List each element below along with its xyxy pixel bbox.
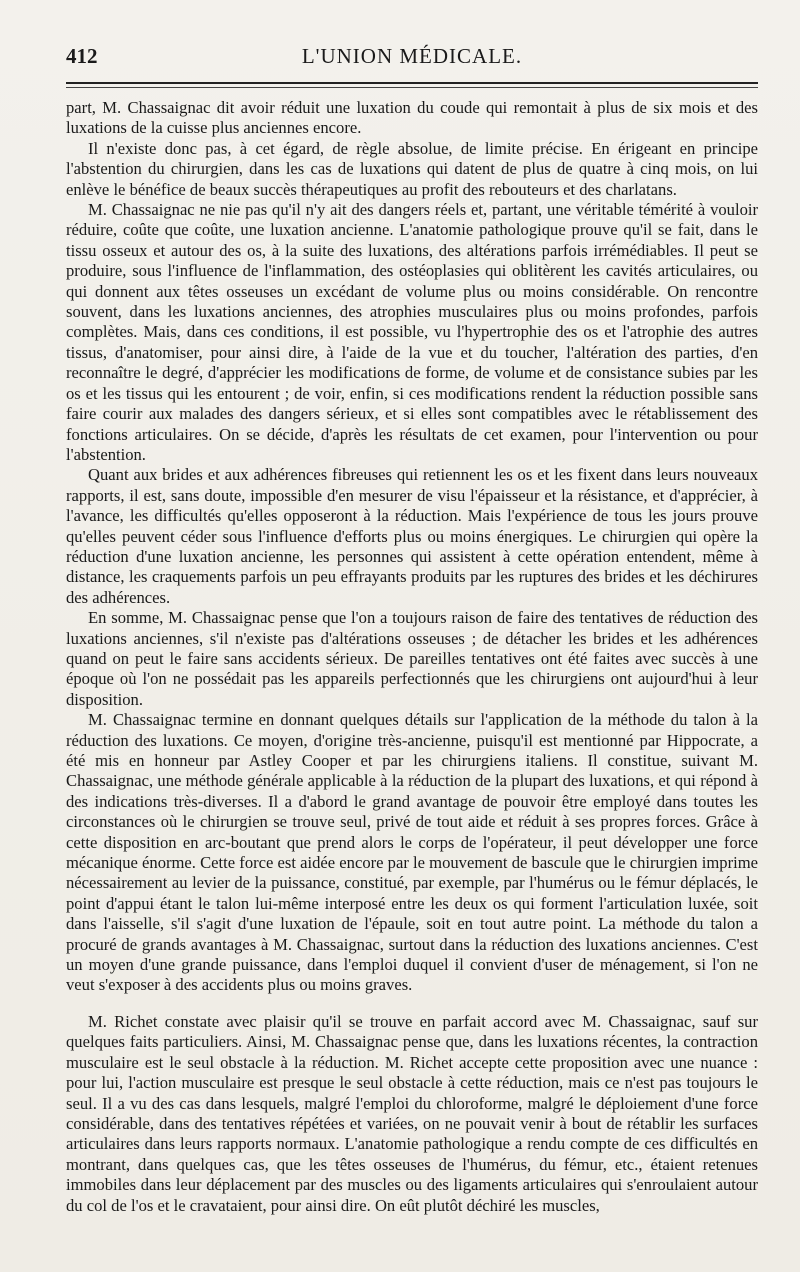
paragraph: M. Chassaignac ne nie pas qu'il n'y ait des dangers réels et, partant, une véritable témérité à vouloir réduire, coûte que coûte, une luxation ancienne. L'anatomie pathologique prouve qu'il se fait, dans le tissu osseux et autour des os, à la suite des luxations, des altérations parfois irrémédiables. Il peut se produire, sous l'influence de l'inflammation, des ostéoplasies qui oblitèrent les cavités articulaires, ou qui donnent aux têtes osseuses un excédant de volume plus ou moins considérable. On rencontre souvent, dans les luxations anciennes, des atrophies musculaires plus ou moins profondes, parfois complètes. Mais, dans ces conditions, il est possible, vu l'hypertrophie des os et l'atrophie des autres tissus, d'anatomiser, pour ainsi dire, à l'aide de la vue et du toucher, l'altération des parties, d'en reconnaître le degré, d'apprécier les modifications de forme, de volume et de consistance subies par les os et les tissus qui les entourent ; de voir, enfin, si ces modifications rendent la réduction possible sans faire courir aux malades des dangers sérieux, et si elles sont compatibles avec le rétablissement des fonctions articulaires. On se décide, d'après les résultats de cet examen, pour l'intervention ou pour l'abstention. — [66, 200, 758, 464]
paragraph: M. Richet constate avec plaisir qu'il se trouve en parfait accord avec M. Chassaignac, sauf sur quelques faits particuliers. Ainsi, M. Chassaignac pense que, dans les luxations récentes, la contraction musculaire est le seul obstacle à la réduction. M. Richet accepte cette proposition avec une nuance : pour lui, l'action musculaire est presque le seul obstacle à cette réduction, mais ce n'est pas toujours le seul. Il a vu des cas dans lesquels, malgré l'emploi du chloroforme, malgré le déploiement d'une force considérable, dans des tentatives répétées et variées, on ne pouvait venir à bout de rétablir les surfaces articulaires dans leurs rapports normaux. L'anatomie pathologique a rendu compte de ces difficultés en montrant, dans quelques cas, que les têtes osseuses de l'humérus, du fémur, etc., étaient retenues immobiles dans leur déplacement par des muscles ou des ligaments articulaires qui s'enroulaient autour du col de l'os et le cravataient, pour ainsi dire. On eût plutôt déchiré les muscles, — [66, 1011, 758, 1215]
paragraph: Quant aux brides et aux adhérences fibreuses qui retiennent les os et les fixent dans leurs nouveaux rapports, il est, sans doute, impossible d'en mesurer de visu l'épaisseur et la résistance, et d'apprécier, à l'avance, les difficultés qu'elles opposeront à la réduction. Mais l'expérience de tous les jours prouve qu'elles peuvent céder sous l'influence d'efforts plus ou moins énergiques. Le chirurgien qui opère la réduction d'une luxation ancienne, les personnes qui assistent à cette opération entendent, même à distance, les craquements parfois un peu effrayants produits par les ruptures des brides et les déchirures des adhérences. — [66, 465, 758, 607]
running-title: L'UNION MÉDICALE. — [301, 44, 523, 68]
paragraph: M. Chassaignac termine en donnant quelques détails sur l'application de la méthode du talon à la réduction des luxations. Ce moyen, d'origine très-ancienne, puisqu'il est mentionné par Hippocrate, a été mis en honneur par Astley Cooper et par les chirurgiens italiens. Il constitue, suivant M. Chassaignac, une méthode générale applicable à la réduction de la plupart des luxations, et qui répond à des indications très-diverses. Il a d'abord le grand avantage de pouvoir être employé dans toutes les circonstances où le chirurgien se trouve seul, privé de tout aide et réduit à ses propres forces. Grâce à cette disposition en arc-boutant que prend alors le corps de l'opérateur, il peut développer une force mécanique énorme. Cette force est aidée encore par le mouvement de bascule que le chirurgien imprime nécessairement au levier de la puissance, constitué, par exemple, par l'humérus ou le fémur déplacés, le point d'appui étant le talon lui-même interposé entre les deux os qui forment l'articulation luxée, soit dans l'aisselle, s'il s'agit d'une luxation de l'épaule, soit en tout autre point. La méthode du talon a procuré de grands avantages à M. Chassaignac, surtout dans la réduction des luxations anciennes. C'est un moyen d'une grande puissance, dans l'emploi duquel il convient d'user de ménagement, si l'on ne veut s'exposer à des accidents plus ou moins graves. — [66, 710, 758, 995]
paragraph: part, M. Chassaignac dit avoir réduit une luxation du coude qui remontait à plus de six mois et des luxations de la cuisse plus anciennes encore. — [66, 98, 758, 138]
page-header — [66, 44, 758, 84]
paragraph: En somme, M. Chassaignac pense que l'on a toujours raison de faire des tentatives de réduction des luxations anciennes, s'il n'existe pas d'altérations osseuses ; de détacher les brides et les adhérences quand on peut le faire sans accidents sérieux. De pareilles tentatives ont été faites avec succès à une époque où l'on ne possédait pas les appareils perfectionnés que les chirurgiens ont aujourd'hui à leur disposition. — [66, 608, 758, 709]
page-number: 412 — [66, 44, 98, 68]
body-text — [66, 98, 758, 1216]
header-rule — [66, 87, 758, 88]
paragraph: Il n'existe donc pas, à cet égard, de règle absolue, de limite précise. En érigeant en principe l'abstention du chirurgien, dans les cas de luxations qui datent de plus de quatre à cinq mois, on lui enlève le bénéfice de beaux succès thérapeutiques au profit des rebouteurs et des charlatans. — [66, 138, 758, 199]
